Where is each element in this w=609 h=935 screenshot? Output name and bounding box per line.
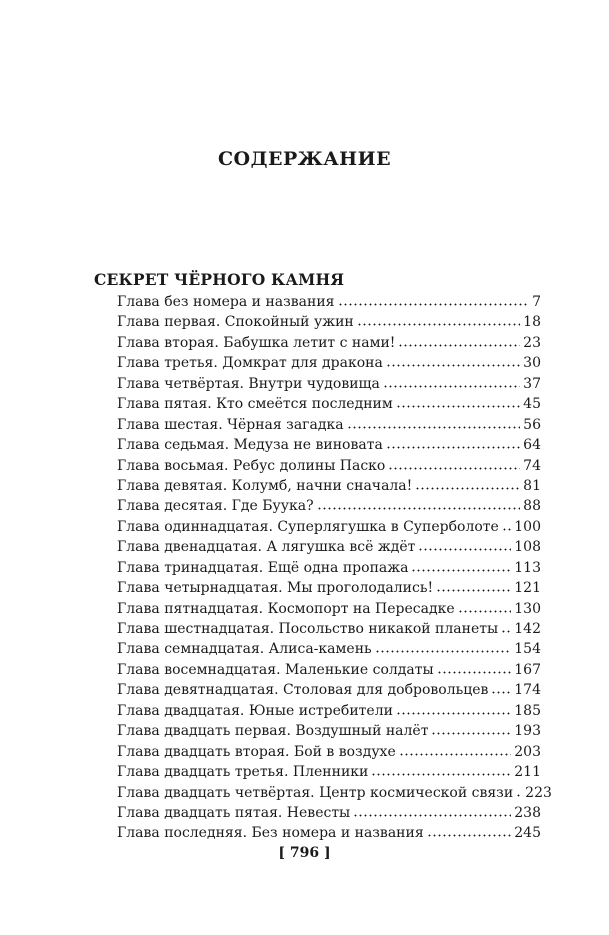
- toc-entry-page: 193: [514, 723, 541, 740]
- toc-entry: [117, 701, 541, 721]
- toc-entry-title: Глава вторая. Бабушка летит с нами!: [117, 334, 396, 351]
- toc-entry-title: Глава без номера и названия: [117, 294, 335, 310]
- dot-leader: [427, 823, 512, 837]
- dot-leader: [398, 333, 520, 347]
- toc-entry: [117, 374, 541, 394]
- toc-entry-title: Глава двадцать пятая. Невесты: [117, 804, 351, 821]
- dot-leader: [411, 558, 511, 572]
- toc-entry-page: 18: [523, 314, 541, 331]
- dot-leader: [501, 619, 511, 633]
- toc-entry: [117, 353, 541, 373]
- toc-entry: [117, 333, 541, 353]
- toc-entry: [117, 496, 541, 516]
- dot-leader: [386, 353, 520, 367]
- toc-entry-title: Глава семнадцатая. Алиса-камень: [117, 641, 372, 658]
- toc-entry: [117, 762, 541, 782]
- toc-entry-title: Глава двадцать первая. Воздушный налёт: [117, 723, 429, 740]
- dot-leader: [437, 660, 512, 674]
- toc-entry: [117, 680, 541, 700]
- toc-entry-page: 203: [514, 743, 541, 760]
- toc-entry-title: Глава последняя. Без номера и названия: [117, 825, 424, 842]
- dot-leader: [396, 701, 511, 715]
- dot-leader: [357, 312, 520, 326]
- toc-entry-title: Глава двадцать вторая. Бой в воздухе: [117, 743, 396, 760]
- toc-entry: [117, 517, 541, 537]
- toc-entry: [117, 435, 541, 455]
- dot-leader: [317, 496, 521, 510]
- toc-entry: [117, 312, 541, 332]
- toc-entry-page: 81: [523, 477, 541, 494]
- toc-entry-page: 238: [514, 804, 541, 821]
- toc-entry-title: Глава девятнадцатая. Столовая для добровольцев: [117, 682, 489, 699]
- dot-leader: [338, 292, 530, 306]
- toc-entry-title: Глава двадцатая. Юные истребители: [117, 702, 393, 719]
- toc-entry-title: Глава одиннадцатая. Суперлягушка в Суперболоте: [117, 518, 499, 535]
- dot-leader: [502, 517, 511, 531]
- dot-leader: [371, 762, 511, 776]
- toc-entry-page: 223: [525, 784, 552, 801]
- toc-entry-title: Глава двадцать четвёртая. Центр космической связи: [117, 784, 514, 801]
- toc-entry-title: Глава восемнадцатая. Маленькие солдаты: [117, 661, 434, 678]
- toc-entry-title: Глава двадцать третья. Пленники: [117, 764, 369, 781]
- dot-leader: [516, 783, 522, 797]
- toc-entry-page: 167: [514, 661, 541, 678]
- page-title: СОДЕРЖАНИЕ: [217, 148, 392, 170]
- toc-entry-title: Глава четырнадцатая. Мы проголодались!: [117, 580, 434, 597]
- toc-entry-page: 154: [514, 641, 541, 658]
- toc-entry-page: 7: [532, 294, 541, 310]
- toc-entry-title: Глава пятнадцатая. Космопорт на Пересадке: [117, 600, 455, 617]
- toc-entry: [117, 292, 541, 312]
- dot-leader: [418, 537, 511, 551]
- toc-entry-page: 185: [514, 702, 541, 719]
- toc-entry-page: 88: [523, 498, 541, 515]
- dot-leader: [353, 803, 511, 817]
- toc-entry-page: 23: [523, 334, 541, 351]
- toc-entry: [117, 578, 541, 598]
- toc-entry-title: Глава пятая. Кто смеётся последним: [117, 396, 393, 413]
- toc-entry-page: 174: [514, 682, 541, 699]
- dot-leader: [388, 456, 520, 470]
- toc-entry-page: 45: [523, 396, 541, 413]
- toc-entry: [117, 803, 541, 823]
- toc-entry-title: Глава двенадцатая. А лягушка всё ждёт: [117, 539, 416, 556]
- toc-entry-page: 108: [514, 539, 541, 556]
- toc-entry-title: Глава четвёртая. Внутри чудовища: [117, 375, 380, 392]
- toc-entry: [117, 415, 541, 435]
- dot-leader: [347, 415, 521, 429]
- toc-entry: [117, 660, 541, 680]
- toc-entry: [117, 721, 541, 741]
- dot-leader: [383, 374, 520, 388]
- toc-entry: [117, 823, 541, 843]
- toc-entry-page: 64: [523, 437, 541, 454]
- toc-entry: [117, 639, 541, 659]
- dot-leader: [399, 742, 512, 756]
- toc-entry: [117, 394, 541, 414]
- toc-entry-page: 130: [514, 600, 541, 617]
- toc-entry-page: 245: [514, 825, 541, 842]
- toc-entry-title: Глава первая. Спокойный ужин: [117, 314, 354, 331]
- toc-entry-page: 74: [523, 457, 541, 474]
- toc-entry-page: 121: [514, 580, 541, 597]
- toc-entry-title: Глава третья. Домкрат для дракона: [117, 355, 383, 372]
- toc-entry-title: Глава шестая. Чёрная загадка: [117, 416, 344, 433]
- toc-entry-page: 56: [523, 416, 541, 433]
- toc-entry-title: Глава восьмая. Ребус долины Паско: [117, 457, 386, 474]
- toc-entry-title: Глава тринадцатая. Ещё одна пропажа: [117, 559, 409, 576]
- toc-entry-page: 37: [523, 375, 541, 392]
- dot-leader: [431, 721, 511, 735]
- toc-entry-title: Глава шестнадцатая. Посольство никакой планеты: [117, 621, 499, 637]
- dot-leader: [415, 476, 520, 490]
- dot-leader: [386, 435, 520, 449]
- toc-entry-page: 30: [523, 355, 541, 372]
- dot-leader: [458, 599, 512, 613]
- toc-entry-title: Глава седьмая. Медуза не виновата: [117, 437, 383, 454]
- toc-entry: [117, 476, 541, 496]
- toc-entry: [117, 456, 541, 476]
- dot-leader: [491, 680, 511, 694]
- dot-leader: [396, 394, 520, 408]
- toc-entry-page: 211: [514, 764, 541, 781]
- toc-entry: [117, 742, 541, 762]
- toc-entry: [117, 783, 552, 803]
- section-title: СЕКРЕТ ЧЁРНОГО КАМНЯ: [94, 270, 345, 289]
- table-of-contents: [117, 292, 552, 844]
- toc-entry: [117, 619, 541, 639]
- dot-leader: [375, 639, 512, 653]
- toc-entry-page: 100: [514, 518, 541, 535]
- toc-entry: [117, 599, 541, 619]
- toc-entry-page: 113: [514, 559, 541, 576]
- toc-entry: [117, 537, 541, 557]
- toc-entry-title: Глава девятая. Колумб, начни сначала!: [117, 477, 413, 494]
- page-number: [ 796 ]: [278, 845, 331, 861]
- dot-leader: [436, 578, 511, 592]
- toc-entry-title: Глава десятая. Где Буука?: [117, 498, 314, 515]
- toc-entry-page: 142: [514, 621, 541, 637]
- toc-entry: [117, 558, 541, 578]
